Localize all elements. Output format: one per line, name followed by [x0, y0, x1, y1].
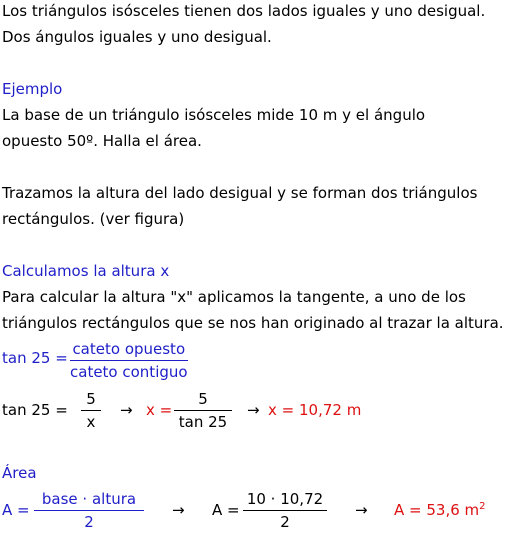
formula3-fraction1 — [34, 490, 144, 531]
area-heading: Área — [2, 464, 37, 482]
problem-line-2: opuesto 50º. Halla el área. — [2, 132, 202, 150]
formula3-lhs: A = — [2, 501, 30, 519]
formula3-fraction2 — [243, 490, 327, 531]
explanation-line-1: Trazamos la altura del lado desigual y se forman dos triángulos — [2, 184, 478, 202]
formula1-denominator: cateto contiguo — [70, 363, 188, 381]
calc-heading: Calculamos la altura x — [2, 262, 170, 280]
formula2-frac1-denominator: x — [86, 413, 96, 431]
formula3-denominator: 2 — [84, 513, 94, 531]
formula3-frac2-denominator: 2 — [280, 513, 290, 531]
formula2-fraction2 — [174, 390, 232, 431]
formula2-frac2-denominator: tan 25 — [178, 413, 228, 431]
intro-line-1: Los triángulos isósceles tienen dos lados iguales y uno desigual. — [2, 2, 486, 20]
formula2-arrow1-icon: → — [120, 401, 133, 419]
formula3-a-eq: A = — [212, 501, 240, 519]
formula2-lhs: tan 25 = — [2, 401, 68, 419]
ejemplo-heading: Ejemplo — [2, 80, 63, 98]
formula3-result-text: A = 53,6 m — [394, 501, 480, 519]
formula1-numerator: cateto opuesto — [72, 340, 186, 358]
formula2-frac2-numerator: 5 — [198, 390, 208, 408]
formula3-numerator: base · altura — [41, 490, 137, 508]
formula3-frac2-numerator: 10 · 10,72 — [246, 490, 324, 508]
problem-line-1: La base de un triángulo isósceles mide 10 m y el ángulo — [2, 106, 426, 124]
formula1-lhs: tan 25 = — [2, 349, 68, 367]
formula3-arrow2-icon: → — [355, 501, 368, 519]
formula2-frac1-numerator: 5 — [86, 390, 96, 408]
calc-line-1: Para calcular la altura "x" aplicamos la tangente, a uno de los — [2, 288, 466, 306]
formula2-result: x = 10,72 m — [268, 401, 362, 419]
formula2-arrow2-icon: → — [247, 401, 260, 419]
explanation-line-2: rectángulos. (ver figura) — [2, 210, 185, 228]
formula3-result-exponent: 2 — [479, 501, 486, 512]
formula2-x-eq: x = — [146, 401, 173, 419]
calc-line-2: triángulos rectángulos que se nos han originado al trazar la altura. — [2, 314, 504, 332]
intro-line-2: Dos ángulos iguales y uno desigual. — [2, 28, 272, 46]
formula3-arrow1-icon: → — [172, 501, 185, 519]
formula1-fraction — [70, 340, 188, 381]
formula3-result — [394, 501, 486, 519]
formula2-fraction1 — [81, 390, 101, 431]
